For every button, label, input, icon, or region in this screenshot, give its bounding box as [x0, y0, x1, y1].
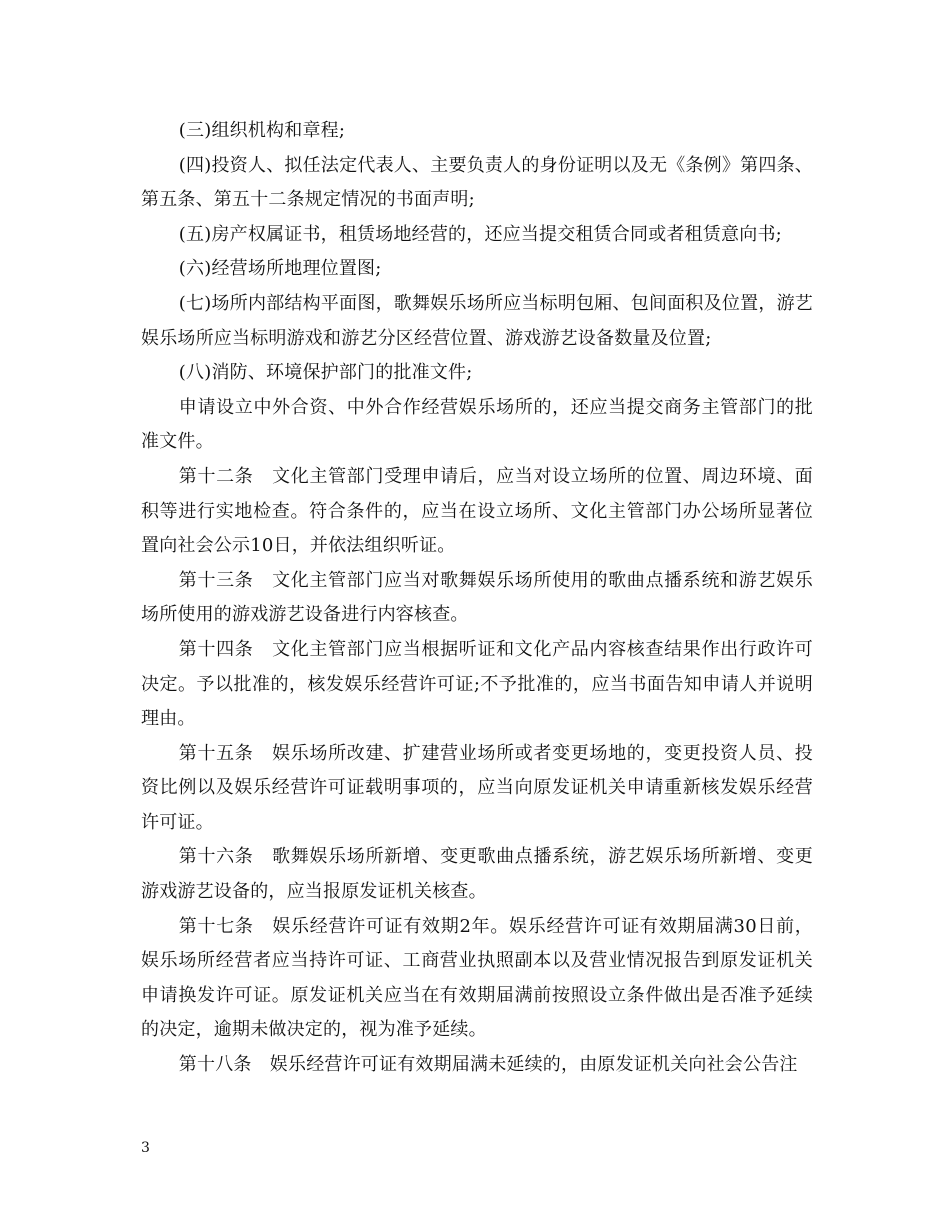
page-number: 3	[141, 1140, 150, 1156]
paragraph-item-5: (五)房产权属证书，租赁场地经营的，还应当提交租赁合同或者租赁意向书;	[178, 223, 782, 245]
paragraph-article-14: 第十四条 文化主管部门应当根据听证和文化产品内容核查结果作出行政许可决定。予以批准的，核发娱乐经营许可证;不予批准的，应当书面告知申请人并说明理由。	[141, 638, 813, 730]
paragraph-article-13: 第十三条 文化主管部门应当对歌舞娱乐场所使用的歌曲点播系统和游艺娱乐场所使用的游戏游艺设备进行内容核查。	[141, 569, 813, 626]
paragraph-item-7: (七)场所内部结构平面图，歌舞娱乐场所应当标明包厢、包间面积及位置，游艺娱乐场所应当标明游戏和游艺分区经营位置、游戏游艺设备数量及位置;	[141, 292, 813, 349]
paragraph-item-4: (四)投资人、拟任法定代表人、主要负责人的身份证明以及无《条例》第四条、第五条、第五十二条规定情况的书面声明;	[141, 154, 813, 211]
paragraph-article-18: 第十八条 娱乐经营许可证有效期届满未延续的，由原发证机关向社会公告注	[178, 1054, 798, 1076]
paragraph-item-6: (六)经营场所地理位置图;	[178, 258, 382, 280]
paragraph-article-15: 第十五条 娱乐场所改建、扩建营业场所或者变更场地的，变更投资人员、投资比例以及娱乐经营许可证载明事项的，应当向原发证机关申请重新核发娱乐经营许可证。	[141, 742, 813, 833]
document-body	[141, 114, 813, 1083]
paragraph-article-12: 第十二条 文化主管部门受理申请后，应当对设立场所的位置、周边环境、面积等进行实地检查。符合条件的，应当在设立场所、文化主管部门办公场所显著位置向社会公示10日，并依法组织听证。	[141, 465, 813, 557]
paragraph-item-3: (三)组织机构和章程;	[178, 120, 346, 141]
paragraph-joint-venture: 申请设立中外合资、中外合作经营娱乐场所的，还应当提交商务主管部门的批准文件。	[141, 396, 813, 453]
paragraph-article-16: 第十六条 歌舞娱乐场所新增、变更歌曲点播系统，游艺娱乐场所新增、变更游戏游艺设备的，应当报原发证机关核查。	[141, 846, 813, 903]
paragraph-article-17: 第十七条 娱乐经营许可证有效期2年。娱乐经营许可证有效期届满30日前，娱乐场所经营者应当持许可证、工商营业执照副本以及营业情况报告到原发证机关申请换发许可证。原发证机关应当在有效期届满前按照设立条件做出是否准予延续的决定，逾期未做决定的，视为准予延续。	[141, 915, 813, 1041]
paragraph-item-8: (八)消防、环境保护部门的批准文件;	[178, 362, 473, 384]
